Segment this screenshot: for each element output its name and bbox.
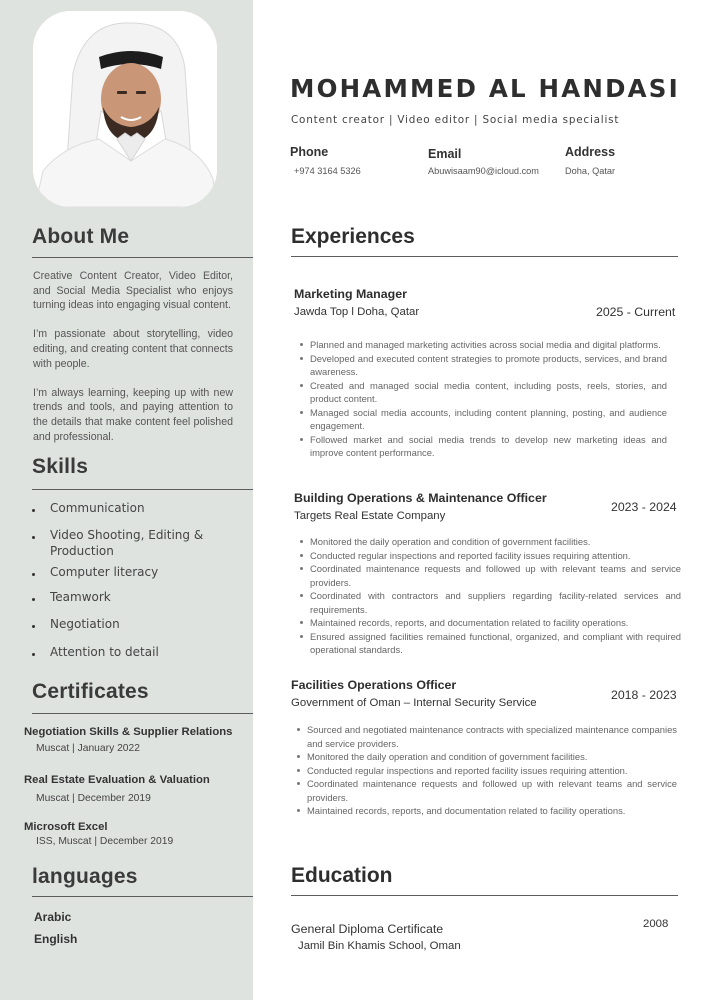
duty-item: Coordinated maintenance requests and followed up with relevant teams and service providers. (293, 777, 677, 804)
certificate-title: Real Estate Evaluation & Valuation (24, 774, 210, 786)
job-duties (296, 535, 681, 657)
language-item: Arabic (34, 910, 72, 924)
email-label: Email (428, 147, 462, 161)
skill-item: Video Shooting, Editing & Production (32, 527, 220, 559)
candidate-tagline: Content creator | Video editor | Social media specialist (291, 114, 620, 126)
duty-item: Followed market and social media trends to develop new marketing ideas and improve content performance. (296, 433, 667, 460)
duty-item: Planned and managed marketing activities across social media and digital platforms. (296, 338, 667, 352)
duty-item: Monitored the daily operation and condition of government facilities. (293, 750, 677, 764)
about-divider (32, 257, 253, 258)
certificate-details: ISS, Muscat | December 2019 (36, 836, 174, 847)
job-title: Marketing Manager (294, 287, 407, 301)
skill-item: Communication (32, 500, 220, 516)
address-value: Doha, Qatar (565, 166, 616, 176)
experiences-divider (291, 256, 678, 257)
skills-heading: Skills (32, 455, 89, 478)
sidebar (0, 0, 253, 1000)
certificates-heading: Certificates (32, 680, 149, 703)
job-dates: 2018 - 2023 (611, 688, 677, 702)
about-heading: About Me (32, 225, 130, 248)
certificate-details: Muscat | December 2019 (36, 793, 151, 804)
duty-item: Monitored the daily operation and condition of government facilities. (296, 535, 681, 549)
duty-item: Created and managed social media content, including posts, reels, stories, and product content. (296, 379, 667, 406)
skill-item: Computer literacy (32, 564, 220, 580)
phone-value: +974 3164 5326 (294, 166, 361, 176)
skill-item: Negotiation (32, 616, 220, 632)
job-title: Building Operations & Maintenance Officer (294, 491, 547, 505)
duty-item: Conducted regular inspections and reported facility issues requiring attention. (296, 549, 681, 563)
certificate-title: Microsoft Excel (24, 821, 108, 833)
duty-item: Ensured assigned facilities remained functional, organized, and compliant with required operational standards. (296, 630, 681, 657)
certificates-divider (32, 713, 253, 714)
job-dates: 2025 - Current (596, 305, 676, 319)
duty-item: Sourced and negotiated maintenance contracts with specialized maintenance companies and service providers. (293, 723, 677, 750)
job-title: Facilities Operations Officer (291, 678, 457, 692)
job-duties (293, 723, 677, 818)
about-paragraph: Creative Content Creator, Video Editor, and Social Media Specialist who enjoys turning ideas into engaging visual content. (33, 270, 233, 312)
job-company: Jawda Top l Doha, Qatar (294, 306, 420, 318)
about-paragraph: I’m passionate about storytelling, video editing, and creating content that connects with people. (33, 328, 233, 370)
skills-divider (32, 489, 253, 490)
education-school: Jamil Bin Khamis School, Oman (298, 940, 461, 952)
skill-item: Teamwork (32, 589, 220, 605)
education-degree: General Diploma Certificate (291, 922, 444, 936)
duty-item: Conducted regular inspections and reported facility issues requiring attention. (293, 764, 677, 778)
experiences-heading: Experiences (291, 225, 415, 248)
certificate-title: Negotiation Skills & Supplier Relations (24, 726, 233, 738)
duty-item: Maintained records, reports, and documentation related to facility operations. (296, 616, 681, 630)
duty-item: Coordinated with contractors and suppliers regarding facility-related services and requirements. (296, 589, 681, 616)
language-item: English (34, 932, 78, 946)
education-heading: Education (291, 864, 393, 887)
skill-item: Attention to detail (32, 644, 220, 660)
duty-item: Managed social media accounts, including content planning, posting, and audience engagement. (296, 406, 667, 433)
duty-item: Developed and executed content strategies to promote products, services, and brand awareness. (296, 352, 667, 379)
languages-divider (32, 896, 253, 897)
languages-heading: languages (32, 865, 138, 888)
profile-photo (33, 11, 217, 207)
certificate-details: Muscat | January 2022 (36, 743, 140, 754)
email-value: Abuwisaam90@icloud.com (428, 166, 539, 176)
job-company: Targets Real Estate Company (294, 510, 446, 522)
job-dates: 2023 - 2024 (611, 500, 677, 514)
duty-item: Maintained records, reports, and documentation related to facility operations. (293, 804, 677, 818)
about-paragraph: I’m always learning, keeping up with new trends and tools, and paying attention to the details that make content feel polished and professional. (33, 386, 233, 443)
candidate-name: MOHAMMED AL HANDASI (290, 74, 680, 103)
education-divider (291, 895, 678, 896)
education-year: 2008 (643, 918, 669, 930)
job-company: Government of Oman – Internal Security Service (291, 697, 537, 709)
duty-item: Coordinated maintenance requests and followed up with relevant teams and service providers. (296, 562, 681, 589)
phone-label: Phone (290, 145, 329, 159)
address-label: Address (565, 145, 616, 159)
about-text (33, 269, 233, 459)
job-duties (296, 338, 667, 460)
